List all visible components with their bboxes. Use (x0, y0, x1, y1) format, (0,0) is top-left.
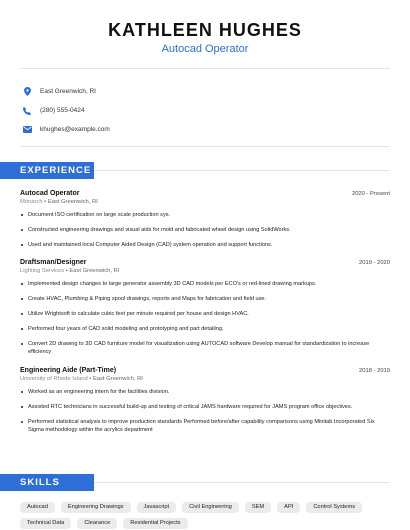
skill-chip: Civil Engineering (182, 502, 239, 513)
contact-email (22, 120, 110, 139)
job-bullet: Worked as an engineering intern for the facilities division. (20, 388, 390, 396)
job-dates: 2018 - 2019 (359, 368, 390, 374)
skill-chip: Engineering Drawings (61, 502, 131, 513)
job-title: Autocad Operator (20, 190, 80, 197)
job-bullet: Implemented design changes to large generator assembly 3D CAD models per ECO's or red-lined drawing markups. (20, 280, 390, 288)
contact-location (22, 82, 110, 101)
job-bullets (20, 211, 390, 249)
location-pin-icon (22, 87, 32, 97)
job-company: Monarch (20, 199, 43, 205)
job-bullet: Used and maintained local Computer Aided Design (CAD) system operation and support functions. (20, 241, 390, 249)
job-company-line: University of Rhode Island • East Greenwich, RI (20, 376, 143, 382)
job-bullet: Performed statistical analysis to improve production standards Performed before/after capability comparisons using Minitab Incorporated Six Sigma methodology within the acrylics department (20, 418, 390, 434)
job-bullet: Assisted RTC technicians in successful build-up and testing of critical JAMS hardware required for JAMS program office objectives. (20, 403, 390, 411)
job-title: Engineering Aide (Part-Time) (20, 367, 117, 374)
phone-text: (280) 555-0424 (40, 107, 85, 114)
job-bullet: Create HVAC, Plumbing & Piping spool drawings, reports and Maps for fabrication and field use. (20, 295, 390, 303)
contact-divider (20, 146, 390, 147)
contact-phone (22, 101, 110, 120)
job-entry (20, 259, 390, 363)
phone-icon (22, 106, 32, 116)
skill-chip: SEM (245, 502, 271, 513)
job-bullet: Constructed engineering drawings and visual aids for mold and fabricated wheel design using SolidWorks. (20, 226, 390, 234)
job-company-line: Monarch • East Greenwich, RI (20, 199, 98, 205)
job-location: East Greenwich, RI (47, 199, 98, 205)
skill-chip: Control Systems (306, 502, 362, 513)
job-dates: 2020 - Present (351, 191, 390, 197)
candidate-name: KATHLEEN HUGHES (108, 20, 302, 40)
skill-chip: API (277, 502, 300, 513)
skill-chip: Residential Projects (123, 518, 187, 529)
job-bullets (20, 280, 390, 356)
resume-header (0, 0, 410, 56)
candidate-title: Autocad Operator (161, 43, 249, 55)
job-location: East Greenwich, RI (92, 376, 143, 382)
job-title: Draftsman/Designer (20, 259, 87, 266)
skills-heading-rule (94, 482, 390, 483)
skill-chip: Autocad (20, 502, 55, 513)
experience-heading-rule (94, 170, 390, 171)
skill-chip: Technical Data (20, 518, 71, 529)
skills-section-heading: SKILLS (0, 474, 94, 491)
skill-chip: Javascript (137, 502, 177, 513)
location-text: East Greenwich, RI (40, 88, 96, 95)
header-divider (20, 68, 390, 69)
email-text: khughes@example.com (40, 126, 110, 133)
job-company: Lighting Services (20, 268, 65, 274)
job-entry (20, 190, 390, 256)
job-company: University of Rhode Island (20, 376, 88, 382)
job-bullet: Document ISO certification on large scale production sys. (20, 211, 390, 219)
job-bullet: Performed four years of CAD solid modeling and prototyping and part detailing. (20, 325, 390, 333)
skill-chip: Clearance (77, 518, 117, 529)
skills-list (20, 502, 380, 529)
job-bullet: Convert 2D drawing to 3D CAD furniture model for visualization using AUTOCAD software Develop manual for standardization to increase efficiency (20, 340, 390, 356)
job-bullet: Utilize Wrightsoft to calculate cubic feet per minute required per house and design HVAC. (20, 310, 390, 318)
job-dates: 2019 - 2020 (359, 260, 390, 266)
job-entry (20, 367, 390, 441)
experience-section-heading: EXPERIENCE (0, 162, 94, 179)
job-company-line: Lighting Services • East Greenwich, RI (20, 268, 120, 274)
job-bullets (20, 388, 390, 434)
contact-block (22, 82, 110, 139)
job-location: East Greenwich, RI (69, 268, 120, 274)
email-icon (22, 125, 32, 135)
